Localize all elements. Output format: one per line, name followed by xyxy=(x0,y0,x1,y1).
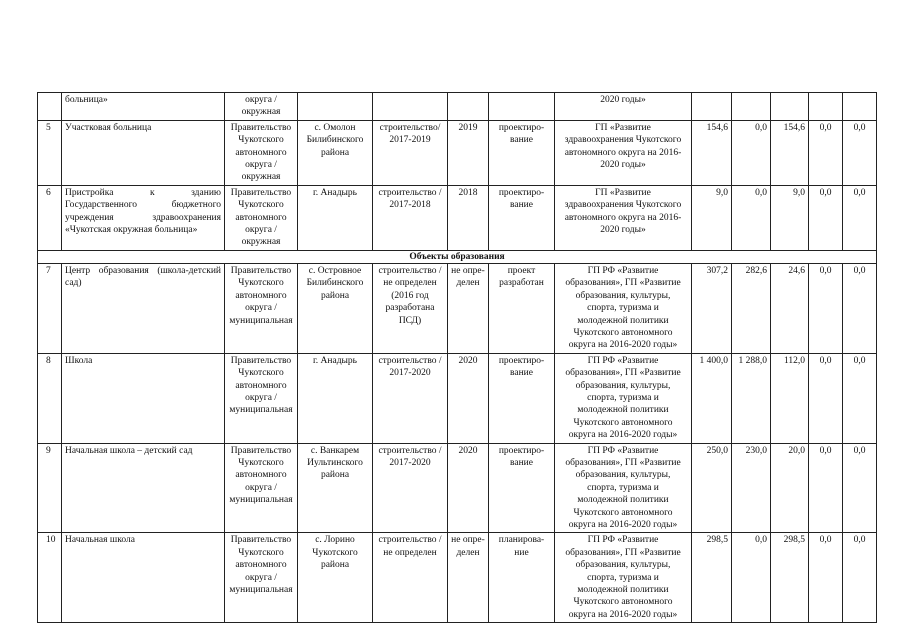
customer-cell: Правительство Чукотского автономного округа / окружная xyxy=(225,120,298,185)
row-number-cell: 6 xyxy=(38,185,62,250)
value-federal-cell xyxy=(732,93,771,121)
value-municipal-cell: 0,0 xyxy=(809,443,843,533)
value-federal-cell: 0,0 xyxy=(732,533,771,623)
value-other-cell: 0,0 xyxy=(843,185,877,250)
program-cell: ГП РФ «Развитие образования», ГП «Развитие образования, культуры, спорта, туризма и молодежной политики Чукотского автономного округа на 2016-2020 годы» xyxy=(555,443,692,533)
location-cell: г. Анадырь xyxy=(298,353,373,443)
stage-period-cell: строительство / 2017-2018 xyxy=(373,185,448,250)
value-federal-cell: 282,6 xyxy=(732,263,771,353)
object-name-cell: Начальная школа xyxy=(62,533,225,623)
stage-period-cell: строительство / не определен (2016 год разработана ПСД) xyxy=(373,263,448,353)
table-row xyxy=(38,185,877,250)
table-row xyxy=(38,263,877,353)
work-status-cell: проект разработан xyxy=(489,263,555,353)
work-status-cell: проектиро- вание xyxy=(489,120,555,185)
stage-period-cell: строительство / 2017-2020 xyxy=(373,353,448,443)
location-cell: г. Анадырь xyxy=(298,185,373,250)
value-other-cell: 0,0 xyxy=(843,263,877,353)
value-other-cell: 0,0 xyxy=(843,353,877,443)
row-number-cell: 8 xyxy=(38,353,62,443)
value-other-cell: 0,0 xyxy=(843,533,877,623)
work-status-cell: планирова- ние xyxy=(489,533,555,623)
stage-period-cell: строительство/ 2017-2019 xyxy=(373,120,448,185)
completion-year-cell xyxy=(448,93,489,121)
row-number-cell: 10 xyxy=(38,533,62,623)
stage-period-cell xyxy=(373,93,448,121)
work-status-cell: проектиро- вание xyxy=(489,443,555,533)
work-status-cell xyxy=(489,93,555,121)
value-other-cell xyxy=(843,93,877,121)
value-municipal-cell: 0,0 xyxy=(809,263,843,353)
row-number-cell: 7 xyxy=(38,263,62,353)
program-cell: ГП РФ «Развитие образования», ГП «Развитие образования, культуры, спорта, туризма и молодежной политики Чукотского автономного округа на 2016-2020 годы» xyxy=(555,353,692,443)
customer-cell: Правительство Чукотского автономного округа / муниципальная xyxy=(225,353,298,443)
section-row xyxy=(38,250,877,263)
value-municipal-cell: 0,0 xyxy=(809,533,843,623)
work-status-cell: проектиро- вание xyxy=(489,185,555,250)
value-total-cell xyxy=(692,93,732,121)
value-municipal-cell: 0,0 xyxy=(809,120,843,185)
program-cell: ГП РФ «Развитие образования», ГП «Развитие образования, культуры, спорта, туризма и молодежной политики Чукотского автономного округа на 2016-2020 годы» xyxy=(555,263,692,353)
location-cell xyxy=(298,93,373,121)
object-name-cell: Пристройка к зданию Государственного бюджетного учреждения здравоохранения «Чукотская окружная больница» xyxy=(62,185,225,250)
completion-year-cell: 2020 xyxy=(448,443,489,533)
table-body-education xyxy=(38,263,877,622)
object-name-cell: Школа xyxy=(62,353,225,443)
customer-cell: Правительство Чукотского автономного округа / муниципальная xyxy=(225,263,298,353)
value-municipal-cell: 0,0 xyxy=(809,353,843,443)
table-row xyxy=(38,353,877,443)
value-regional-cell: 9,0 xyxy=(771,185,809,250)
stage-period-cell: строительство / 2017-2020 xyxy=(373,443,448,533)
value-total-cell: 9,0 xyxy=(692,185,732,250)
table-row xyxy=(38,93,877,121)
row-number-cell: 5 xyxy=(38,120,62,185)
section-row-wrapper xyxy=(38,250,877,263)
object-name-cell: Центр образования (школа-детский сад) xyxy=(62,263,225,353)
stage-period-cell: строительство / не определен xyxy=(373,533,448,623)
value-federal-cell: 1 288,0 xyxy=(732,353,771,443)
value-total-cell: 154,6 xyxy=(692,120,732,185)
value-regional-cell xyxy=(771,93,809,121)
section-title: Объекты образования xyxy=(38,250,877,263)
value-total-cell: 298,5 xyxy=(692,533,732,623)
location-cell: с. Омолон Билибинского района xyxy=(298,120,373,185)
value-total-cell: 1 400,0 xyxy=(692,353,732,443)
table-row xyxy=(38,120,877,185)
completion-year-cell: 2019 xyxy=(448,120,489,185)
location-cell: с. Ванкарем Иультинского района xyxy=(298,443,373,533)
customer-cell: Правительство Чукотского автономного округа / муниципальная xyxy=(225,533,298,623)
value-total-cell: 250,0 xyxy=(692,443,732,533)
value-federal-cell: 230,0 xyxy=(732,443,771,533)
customer-cell: округа / окружная xyxy=(225,93,298,121)
customer-cell: Правительство Чукотского автономного округа / муниципальная xyxy=(225,443,298,533)
value-municipal-cell: 0,0 xyxy=(809,185,843,250)
program-cell: 2020 годы» xyxy=(555,93,692,121)
value-regional-cell: 298,5 xyxy=(771,533,809,623)
value-total-cell: 307,2 xyxy=(692,263,732,353)
value-federal-cell: 0,0 xyxy=(732,185,771,250)
table-row xyxy=(38,443,877,533)
value-federal-cell: 0,0 xyxy=(732,120,771,185)
object-name-cell: Начальная школа – детский сад xyxy=(62,443,225,533)
table-body-healthcare xyxy=(38,93,877,251)
work-status-cell: проектиро- вание xyxy=(489,353,555,443)
value-regional-cell: 112,0 xyxy=(771,353,809,443)
objects-table xyxy=(37,92,877,623)
location-cell: с. Лорино Чукотского района xyxy=(298,533,373,623)
row-number-cell xyxy=(38,93,62,121)
completion-year-cell: 2018 xyxy=(448,185,489,250)
completion-year-cell: не опре- делен xyxy=(448,533,489,623)
completion-year-cell: не опре- делен xyxy=(448,263,489,353)
program-cell: ГП РФ «Развитие образования», ГП «Развитие образования, культуры, спорта, туризма и молодежной политики Чукотского автономного округа на 2016-2020 годы» xyxy=(555,533,692,623)
value-other-cell: 0,0 xyxy=(843,120,877,185)
program-cell: ГП «Развитие здравоохранения Чукотского автономного округа на 2016- 2020 годы» xyxy=(555,120,692,185)
location-cell: с. Островное Билибинского района xyxy=(298,263,373,353)
value-regional-cell: 24,6 xyxy=(771,263,809,353)
value-municipal-cell xyxy=(809,93,843,121)
object-name-cell: больница» xyxy=(62,93,225,121)
customer-cell: Правительство Чукотского автономного округа / окружная xyxy=(225,185,298,250)
object-name-cell: Участковая больница xyxy=(62,120,225,185)
value-regional-cell: 20,0 xyxy=(771,443,809,533)
value-regional-cell: 154,6 xyxy=(771,120,809,185)
table-row xyxy=(38,533,877,623)
program-cell: ГП «Развитие здравоохранения Чукотского автономного округа на 2016- 2020 годы» xyxy=(555,185,692,250)
value-other-cell: 0,0 xyxy=(843,443,877,533)
row-number-cell: 9 xyxy=(38,443,62,533)
completion-year-cell: 2020 xyxy=(448,353,489,443)
